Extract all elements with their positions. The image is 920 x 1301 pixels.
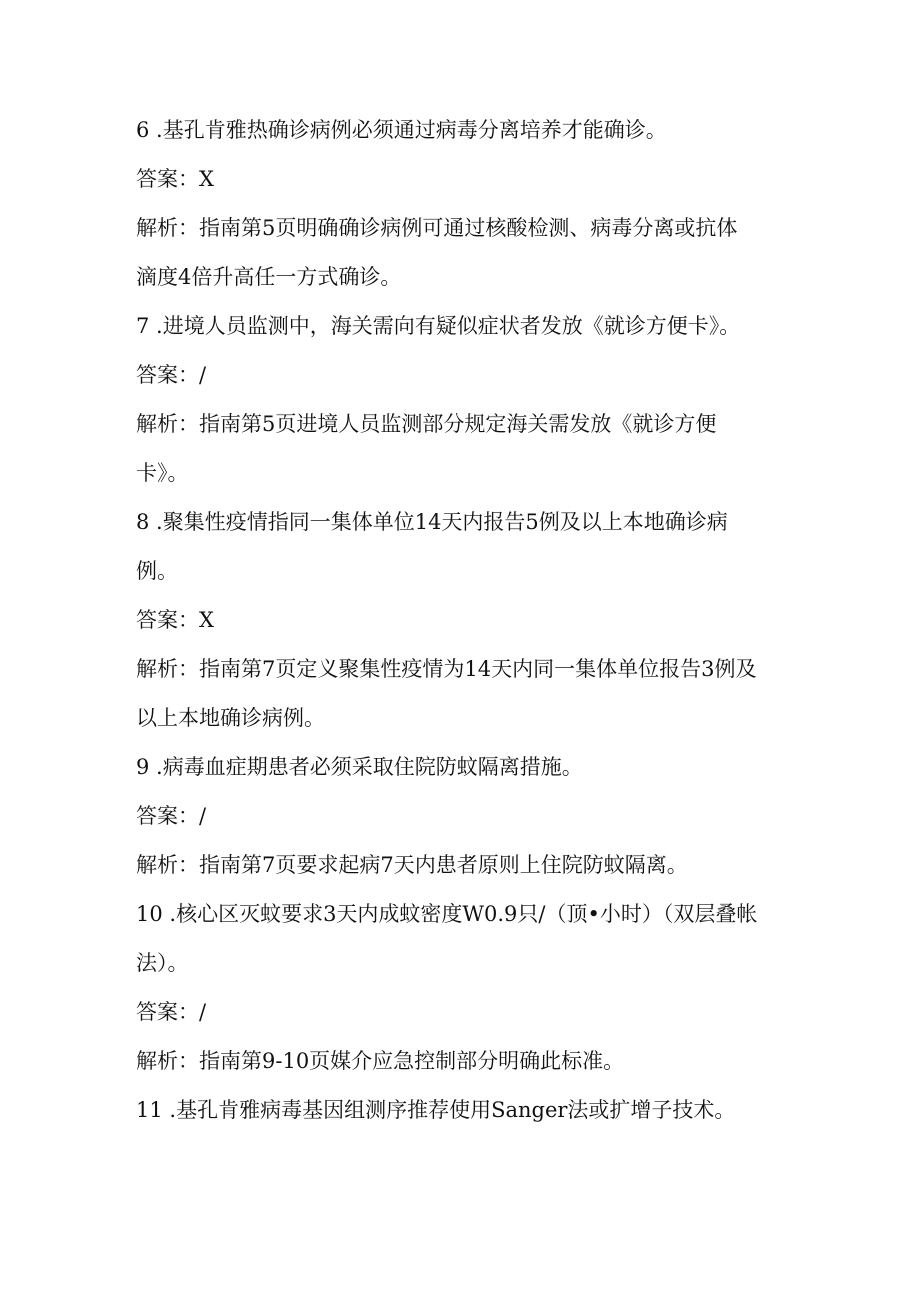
answer-10: 答案：/: [136, 1000, 207, 1024]
answer-8: 答案：X: [136, 608, 214, 632]
question-10-line-1: 10 .核心区灭蚊要求3天内成蚊密度W0.9只/（顶•小时）（双层叠帐: [136, 902, 758, 926]
explanation-10: 解析：指南第9-10页媒介应急控制部分明确此标准。: [136, 1049, 625, 1073]
explanation-7-line-1: 解析：指南第5页进境人员监测部分规定海关需发放《就诊方便: [136, 412, 717, 436]
question-9-text: 9 .病毒血症期患者必须采取住院防蚊隔离措施。: [136, 755, 583, 779]
question-6-text: 6 .基孔肯雅热确诊病例必须通过病毒分离培养才能确诊。: [136, 118, 667, 142]
answer-6: 答案：X: [136, 167, 214, 191]
answer-7: 答案：/: [136, 363, 207, 387]
explanation-7-line-2: 卡》。: [136, 461, 189, 485]
explanation-8-line-2: 以上本地确诊病例。: [136, 706, 325, 730]
explanation-9: 解析：指南第7页要求起病7天内患者原则上住院防蚊隔离。: [136, 853, 688, 877]
explanation-8-line-1: 解析：指南第7页定义聚集性疫情为14天内同一集体单位报告3例及: [136, 657, 757, 681]
question-11-text: 11 .基孔肯雅病毒基因组测序推荐使用Sanger法或扩增子技术。: [136, 1098, 736, 1122]
document-body: [136, 112, 786, 1141]
question-7-text: 7 .进境人员监测中，海关需向有疑似症状者发放《就诊方便卡》。: [136, 314, 741, 338]
explanation-6-line-1: 解析：指南第5页明确确诊病例可通过核酸检测、病毒分离或抗体: [136, 216, 738, 240]
question-8-line-1: 8 .聚集性疫情指同一集体单位14天内报告5例及以上本地确诊病: [136, 510, 728, 534]
answer-9: 答案：/: [136, 804, 207, 828]
question-8-line-2: 例。: [136, 559, 178, 583]
explanation-6-line-2: 滴度4倍升高任一方式确诊。: [136, 265, 402, 289]
question-10-line-2: 法）。: [136, 951, 189, 975]
